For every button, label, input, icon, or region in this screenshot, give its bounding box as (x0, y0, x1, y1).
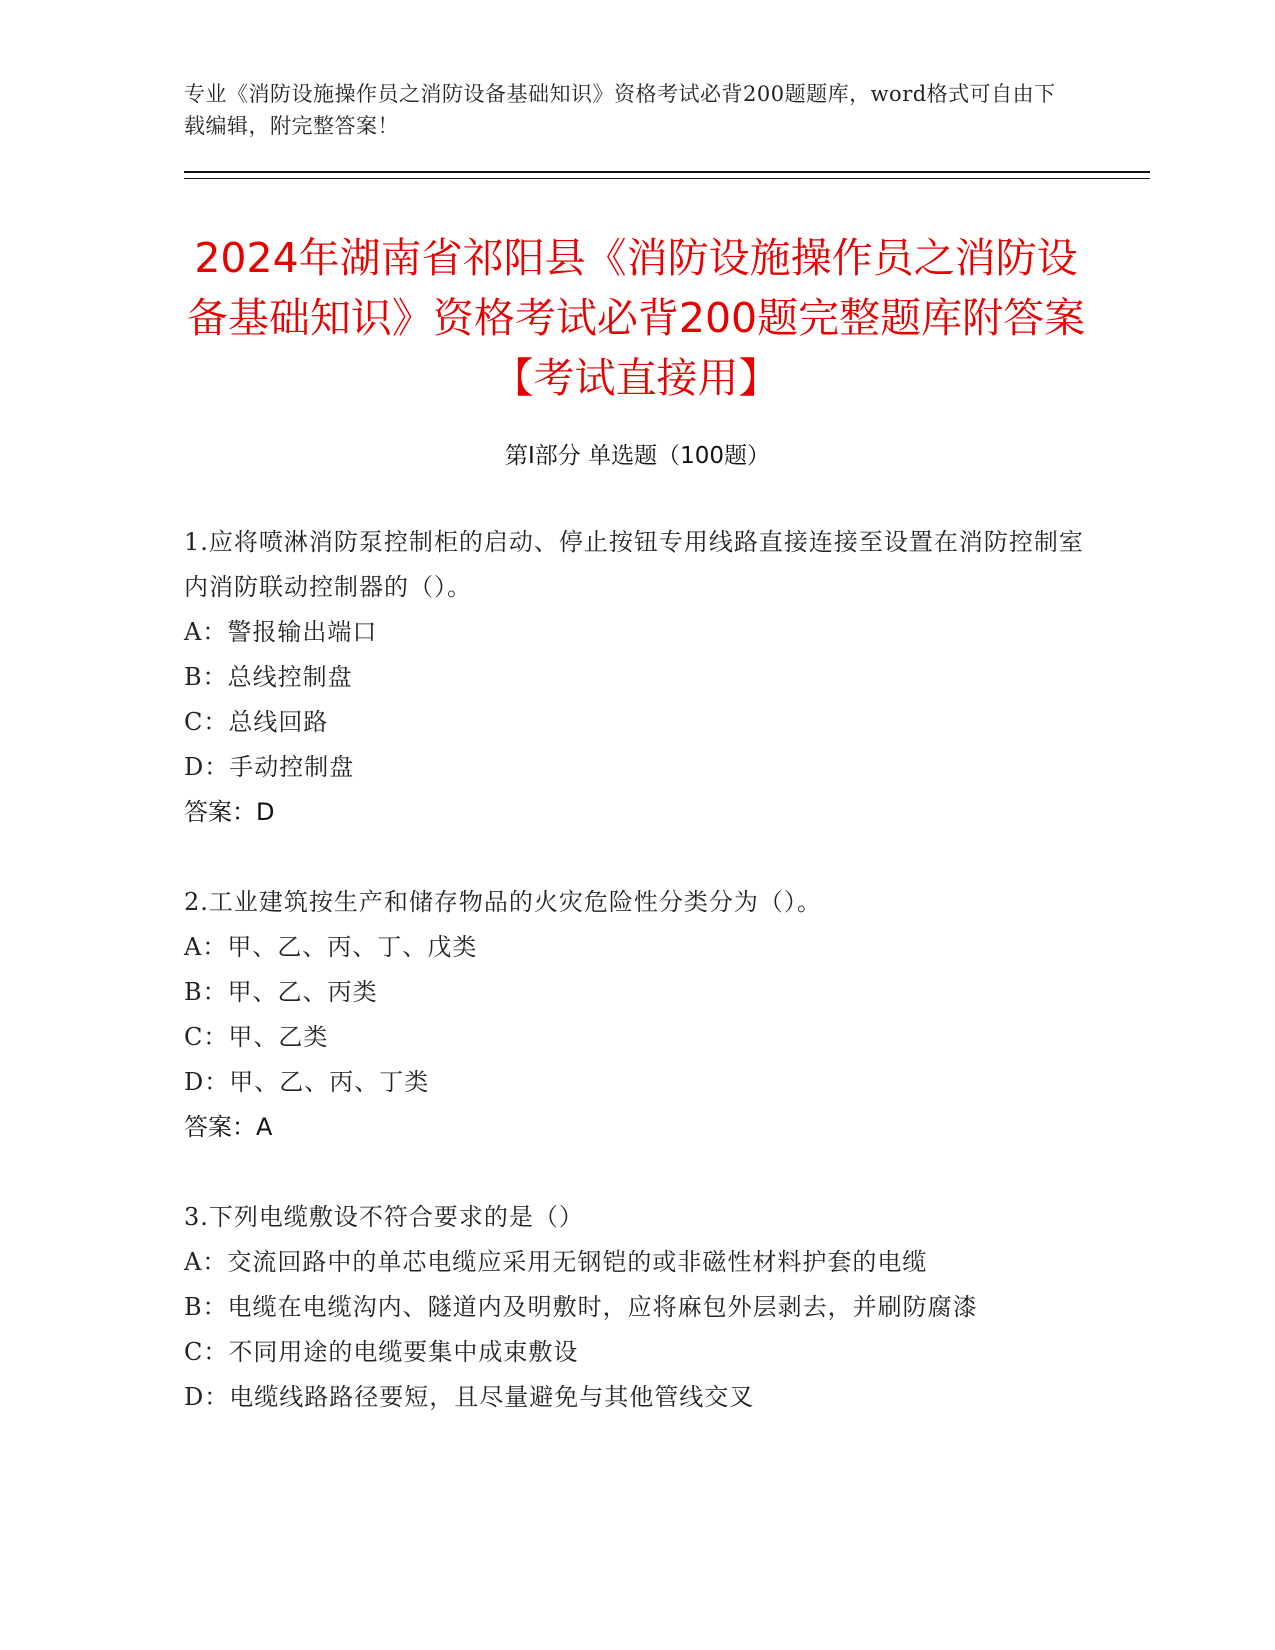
option-d: D：电缆线路路径要短，且尽量避免与其他管线交叉 (184, 1383, 755, 1411)
option-c: C：不同用途的电缆要集中成束敷设 (184, 1338, 579, 1366)
option-b: B：甲、乙、丙类 (184, 978, 378, 1006)
question-2 (184, 880, 1084, 1150)
question-3 (184, 1195, 1084, 1420)
question-stem: 2.工业建筑按生产和储存物品的火灾危险性分类分为（）。 (184, 888, 822, 916)
header-note: 专业《消防设施操作员之消防设备基础知识》资格考试必背200题题库，word格式可自由下载编辑，附完整答案！ (184, 82, 1056, 138)
question-1 (184, 520, 1084, 835)
header-divider-thick (184, 171, 1150, 173)
option-a: A：交流回路中的单芯电缆应采用无钢铠的或非磁性材料护套的电缆 (184, 1248, 928, 1276)
header-divider-thin (184, 178, 1150, 179)
option-b: B：电缆在电缆沟内、隧道内及明敷时，应将麻包外层剥去，并刷防腐漆 (184, 1293, 978, 1321)
document-title: 2024年湖南省祁阳县《消防设施操作员之消防设备基础知识》资格考试必背200题完整题库附答案【考试直接用】 (186, 234, 1086, 402)
option-b: B：总线控制盘 (184, 663, 353, 691)
answer: 答案：A (184, 1113, 273, 1141)
question-stem: 1.应将喷淋消防泵控制柜的启动、停止按钮专用线路直接连接至设置在消防控制室内消防联动控制器的（）。 (184, 528, 1084, 601)
option-a: A：甲、乙、丙、丁、戊类 (184, 933, 478, 961)
section-title: 第I部分 单选题（100题） (505, 443, 770, 469)
option-a: A：警报输出端口 (184, 618, 378, 646)
option-c: C：甲、乙类 (184, 1023, 329, 1051)
option-c: C：总线回路 (184, 708, 329, 736)
question-stem: 3.下列电缆敷设不符合要求的是（） (184, 1203, 584, 1231)
question-list (184, 520, 1084, 1465)
option-d: D：甲、乙、丙、丁类 (184, 1068, 430, 1096)
option-d: D：手动控制盘 (184, 753, 355, 781)
answer: 答案：D (184, 798, 275, 826)
